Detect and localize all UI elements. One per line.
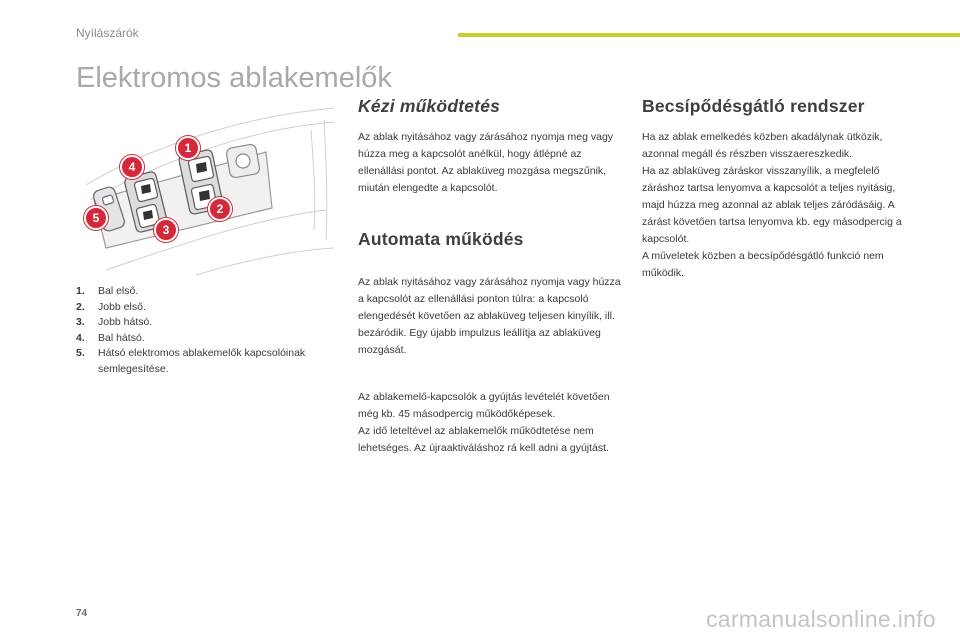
manual-operation-text: Az ablak nyitásához vagy zárásához nyomja meg vagy húzza meg a kapcsolót anélkül, hogy átlépné az ellenállási pontot. Az ablaküveg mozgása megszűnik, miután elengedte a kapcsolót.	[358, 131, 614, 194]
reactivation-note-text: Az idő leteltével az ablakemelők működtetése nem lehetséges. Az újraaktiváláshoz rá kell adni a gyújtást.	[358, 425, 609, 454]
legend-number: 3.	[76, 316, 85, 328]
anti-pinch-heading: Becsípődésgátló rendszer	[642, 96, 865, 116]
mirror-control	[226, 144, 261, 179]
legend-number: 4.	[76, 331, 85, 344]
callout-2: 2	[208, 197, 232, 221]
automatic-operation-text: Az ablak nyitásához vagy zárásához nyomja vagy húzza a kapcsolót az ellenállási ponton túlra: a kapcsoló elengedését követően az ablaküveg teljesen kinyílik, ill. bezáródik. Egy újabb impulzus leállítja az ablaküveg mozgását.	[358, 276, 621, 356]
switch-legend	[76, 284, 336, 377]
switch-panel-drawing	[76, 100, 338, 280]
callout-4: 4	[120, 155, 144, 179]
right-column	[642, 96, 912, 282]
legend-item	[76, 300, 336, 316]
callout-1: 1	[176, 136, 200, 160]
automatic-operation-heading: Automata működés	[358, 229, 524, 249]
legend-text: Bal első.	[98, 285, 139, 297]
legend-item	[76, 315, 336, 331]
ignition-note-text: Az ablakemelő-kapcsolók a gyújtás levételét követően még kb. 45 másodpercig működőképesek.	[358, 391, 610, 420]
legend-text: Jobb hátsó.	[98, 316, 153, 328]
callout-5: 5	[84, 206, 108, 230]
legend-item	[76, 284, 336, 300]
callout-3: 3	[154, 218, 178, 242]
anti-pinch-text-2: Ha az ablaküveg záráskor visszanyílik, a megfelelő záráshoz tartsa lenyomva a kapcsolót a teljes nyitásig, majd húzza meg azonnal az ablak teljes záródásáig. A zárást követően tartsa lenyomva kb. egy másodpercig a kapcsolót.	[642, 165, 902, 245]
header-accent-bar	[458, 33, 960, 37]
legend-text: Hátsó elektromos ablakemelők kapcsolóinak semlegesítése.	[98, 347, 306, 375]
legend-text: Bal hátsó.	[98, 331, 145, 344]
legend-item	[76, 331, 336, 347]
section-label: Nyílászárók	[76, 26, 139, 40]
legend-text: Jobb első.	[98, 300, 146, 313]
anti-pinch-text-1: Ha az ablak emelkedés közben akadálynak ütközik, azonnal megáll és részben visszaereszkedik.	[642, 131, 883, 160]
page-number: 74	[76, 608, 88, 619]
page-title: Elektromos ablakemelők	[76, 62, 392, 94]
watermark: carmanualsonline.info	[705, 606, 936, 632]
legend-item	[76, 346, 336, 377]
legend-number: 1.	[76, 285, 85, 297]
manual-operation-heading: Kézi működtetés	[358, 96, 501, 116]
legend-number: 2.	[76, 300, 85, 313]
window-switch-illustration	[76, 100, 338, 280]
middle-column	[358, 96, 628, 457]
anti-pinch-text-3: A műveletek közben a becsípődésgátló funkció nem működik.	[642, 250, 884, 279]
legend-number: 5.	[76, 347, 85, 359]
